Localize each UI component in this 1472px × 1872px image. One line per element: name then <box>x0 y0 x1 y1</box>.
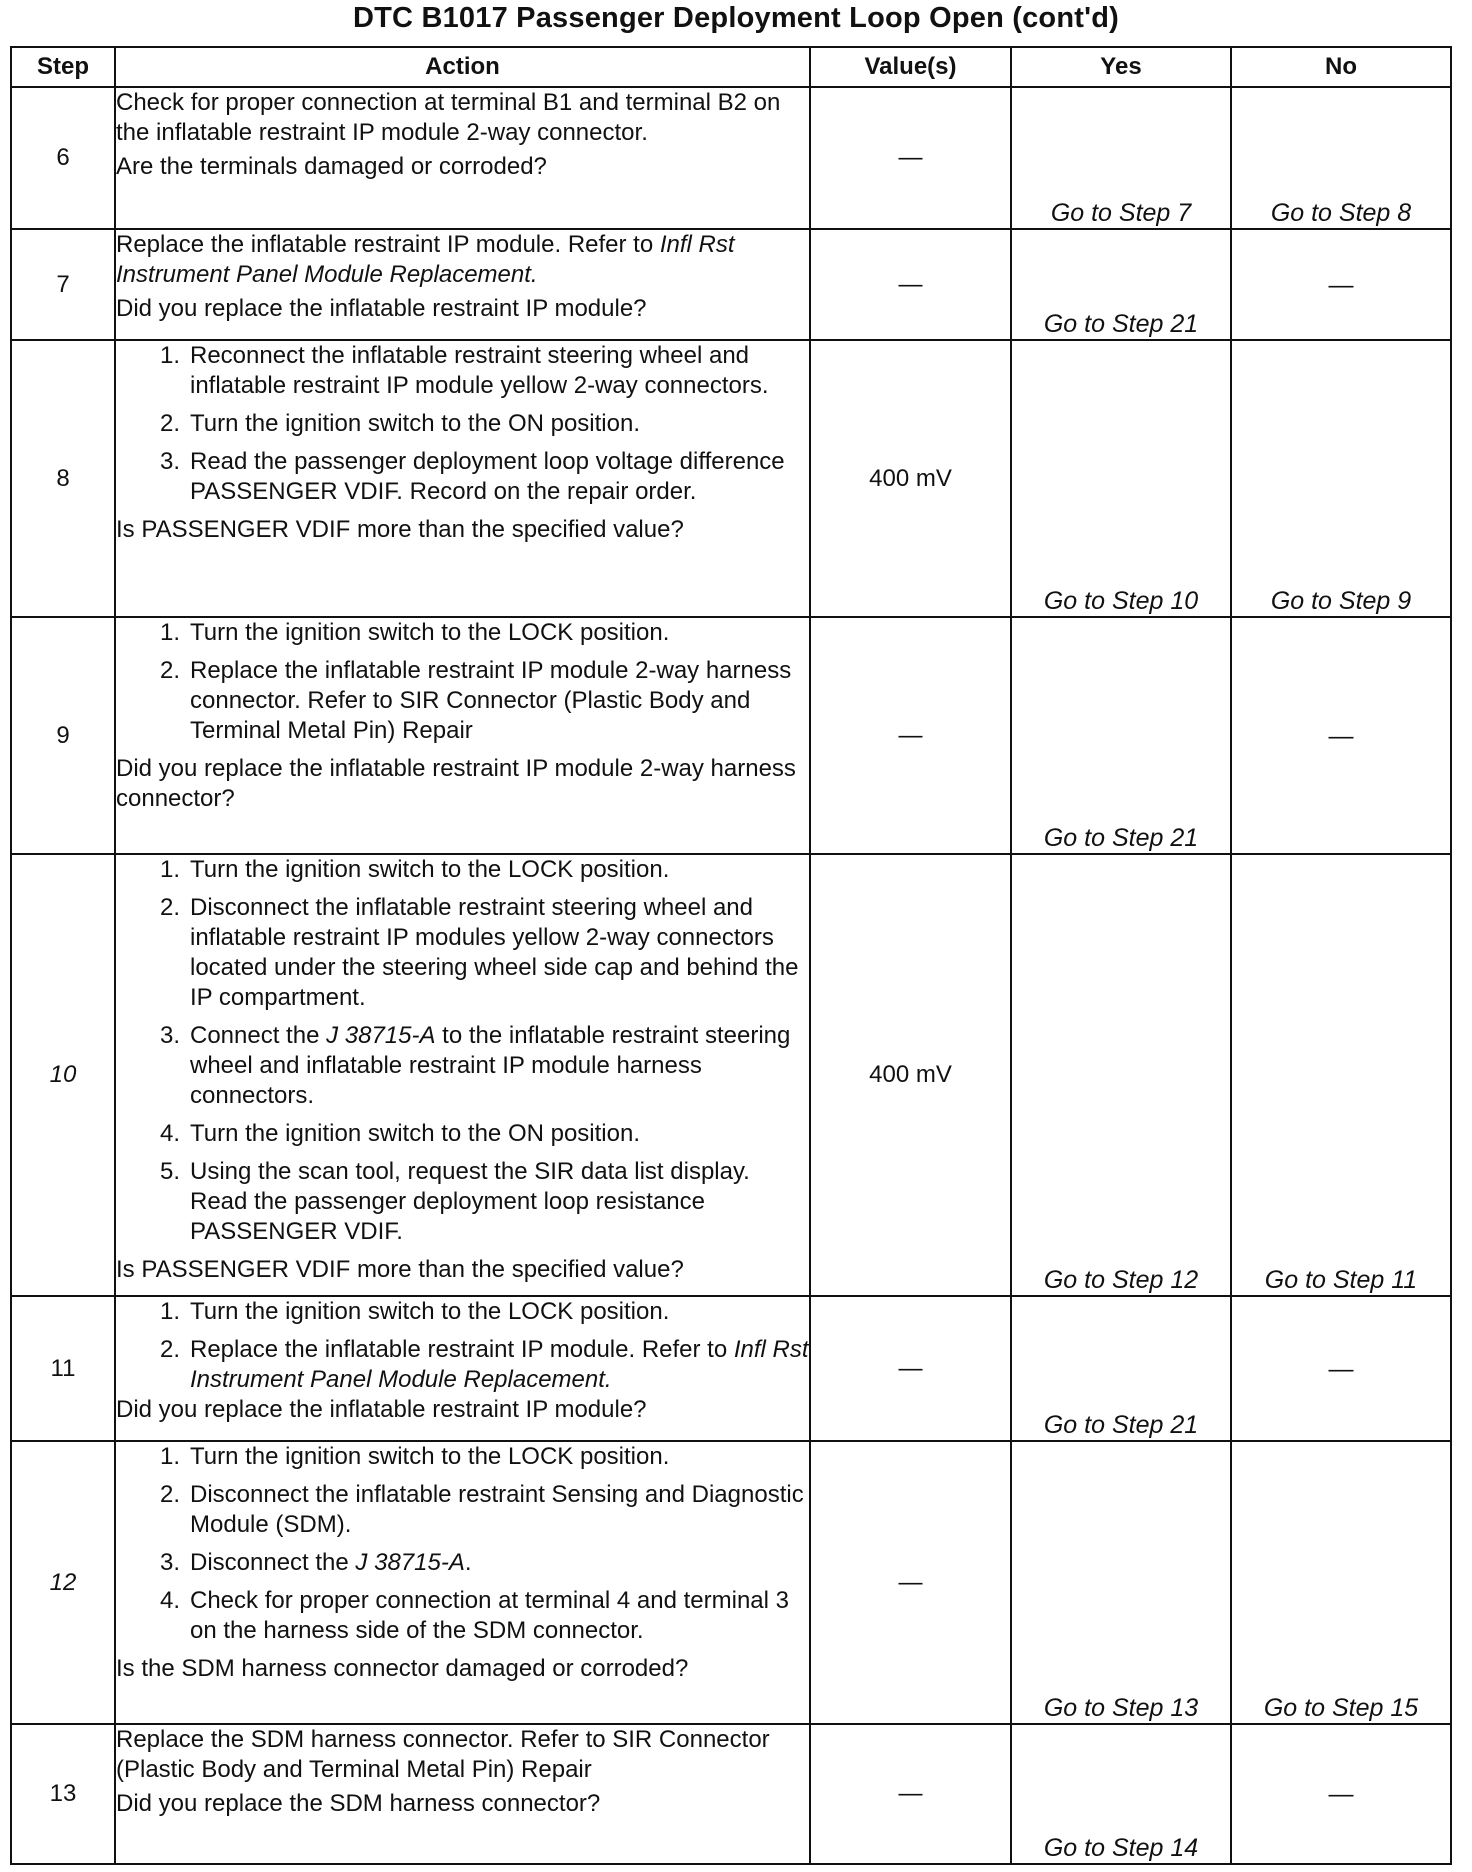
step-number: 8 <box>11 340 115 617</box>
value-cell: — <box>810 617 1011 854</box>
list-item: 2. Disconnect the inflatable restraint Sensing and Diagnostic Module (SDM). <box>159 1481 804 1538</box>
action-cell <box>115 229 810 340</box>
list-item: 3. Read the passenger deployment loop voltage difference PASSENGER VDIF. Record on the repair order. <box>159 448 785 505</box>
action-cell <box>115 340 810 617</box>
action-question: Is PASSENGER VDIF more than the specified value? <box>116 516 684 543</box>
action-question: Did you replace the inflatable restraint IP module 2-way harness connector? <box>116 755 796 812</box>
table-row <box>11 87 1451 229</box>
action-text-pre: Replace the inflatable restraint IP module. Refer to <box>116 231 660 258</box>
page-title: DTC B1017 Passenger Deployment Loop Open (cont'd) <box>353 2 1119 34</box>
action-cell <box>115 854 810 1296</box>
action-steps <box>116 341 809 515</box>
yes-cell: Go to Step 14 <box>1011 1724 1231 1864</box>
list-item: 4. Check for proper connection at terminal 4 and terminal 3 on the harness side of the SDM connector. <box>159 1587 789 1644</box>
yes-cell: Go to Step 21 <box>1011 229 1231 340</box>
header-step: Step <box>11 47 115 87</box>
tool-reference: J 38715-A <box>355 1549 465 1576</box>
value-cell: 400 mV <box>810 340 1011 617</box>
table-row <box>11 340 1451 617</box>
header-action: Action <box>115 47 810 87</box>
yes-cell: Go to Step 12 <box>1011 854 1231 1296</box>
list-item: 2. Turn the ignition switch to the ON position. <box>159 410 640 437</box>
list-item: 2. Disconnect the inflatable restraint steering wheel and inflatable restraint IP modules yellow 2-way connectors located under the steering wheel side cap and behind the IP compartment. <box>159 894 799 1011</box>
action-steps <box>116 855 809 1255</box>
table-row <box>11 1296 1451 1441</box>
list-item: 3. Connect the J 38715-A to the inflatable restraint steering wheel and inflatable restraint IP module harness connectors. <box>159 1022 791 1109</box>
no-cell: Go to Step 9 <box>1231 340 1451 617</box>
value-cell: — <box>810 1296 1011 1441</box>
reference-link: Infl Rst Instrument Panel Module Replacement. <box>190 1336 809 1393</box>
header-yes: Yes <box>1011 47 1231 87</box>
action-question: Did you replace the inflatable restraint IP module? <box>116 295 647 322</box>
list-item: 3. Disconnect the J 38715-A. <box>159 1549 472 1576</box>
value-cell: 400 mV <box>810 854 1011 1296</box>
step-number: 13 <box>11 1724 115 1864</box>
action-cell <box>115 87 810 229</box>
table-row <box>11 854 1451 1296</box>
action-cell <box>115 1724 810 1864</box>
value-cell: — <box>810 1724 1011 1864</box>
action-question: Did you replace the SDM harness connector? <box>116 1790 601 1817</box>
table-row <box>11 229 1451 340</box>
no-cell: — <box>1231 617 1451 854</box>
step-number: 7 <box>11 229 115 340</box>
table-row <box>11 617 1451 854</box>
table-row <box>11 1441 1451 1724</box>
action-cell <box>115 1296 810 1441</box>
action-steps <box>116 1297 809 1395</box>
header-no: No <box>1231 47 1451 87</box>
list-item: 1. Turn the ignition switch to the LOCK position. <box>159 1298 670 1325</box>
action-text <box>116 230 809 290</box>
list-item: 1. Turn the ignition switch to the LOCK position. <box>159 619 670 646</box>
yes-cell: Go to Step 21 <box>1011 617 1231 854</box>
list-item: 2. Replace the inflatable restraint IP module 2-way harness connector. Refer to SIR Connector (Plastic Body and Terminal Metal Pin) Repair <box>159 657 792 744</box>
action-steps <box>116 1442 809 1654</box>
no-cell: — <box>1231 1296 1451 1441</box>
value-cell: — <box>810 229 1011 340</box>
list-item: 1. Turn the ignition switch to the LOCK position. <box>159 856 670 883</box>
table-row <box>11 1724 1451 1864</box>
step-number: 11 <box>11 1296 115 1441</box>
no-cell: — <box>1231 1724 1451 1864</box>
reference-link: Infl Rst Instrument Panel Module Replacement. <box>116 231 735 288</box>
action-question: Is PASSENGER VDIF more than the specified value? <box>116 1256 684 1283</box>
diagnostic-table <box>10 46 1452 1865</box>
value-cell: — <box>810 87 1011 229</box>
no-cell: Go to Step 11 <box>1231 854 1451 1296</box>
action-question: Did you replace the inflatable restraint IP module? <box>116 1396 647 1423</box>
value-cell: — <box>810 1441 1011 1724</box>
no-cell: — <box>1231 229 1451 340</box>
header-values: Value(s) <box>810 47 1011 87</box>
no-cell: Go to Step 8 <box>1231 87 1451 229</box>
list-item: 1. Turn the ignition switch to the LOCK position. <box>159 1443 670 1470</box>
action-question: Is the SDM harness connector damaged or corroded? <box>116 1655 689 1682</box>
step-number: 10 <box>11 854 115 1296</box>
list-item: 1. Reconnect the inflatable restraint steering wheel and inflatable restraint IP module yellow 2-way connectors. <box>159 342 769 399</box>
action-question: Are the terminals damaged or corroded? <box>116 153 547 180</box>
list-item: 2. Replace the inflatable restraint IP module. Refer to Infl Rst Instrument Panel Module Replacement. <box>159 1336 809 1393</box>
list-item: 5. Using the scan tool, request the SIR data list display. Read the passenger deployment loop resistance PASSENGER VDIF. <box>159 1158 750 1245</box>
action-steps <box>116 618 809 754</box>
yes-cell: Go to Step 13 <box>1011 1441 1231 1724</box>
no-cell: Go to Step 15 <box>1231 1441 1451 1724</box>
action-cell <box>115 1441 810 1724</box>
header-row <box>11 47 1451 87</box>
step-number: 12 <box>11 1441 115 1724</box>
action-text: Check for proper connection at terminal B1 and terminal B2 on the inflatable restraint IP module 2-way connector. <box>116 89 781 146</box>
yes-cell: Go to Step 21 <box>1011 1296 1231 1441</box>
step-number: 9 <box>11 617 115 854</box>
yes-cell: Go to Step 10 <box>1011 340 1231 617</box>
yes-cell: Go to Step 7 <box>1011 87 1231 229</box>
step-number: 6 <box>11 87 115 229</box>
action-cell <box>115 617 810 854</box>
action-text: Replace the SDM harness connector. Refer to SIR Connector (Plastic Body and Terminal Metal Pin) Repair <box>116 1726 770 1783</box>
list-item: 4. Turn the ignition switch to the ON position. <box>159 1120 640 1147</box>
tool-reference: J 38715-A <box>326 1022 436 1049</box>
